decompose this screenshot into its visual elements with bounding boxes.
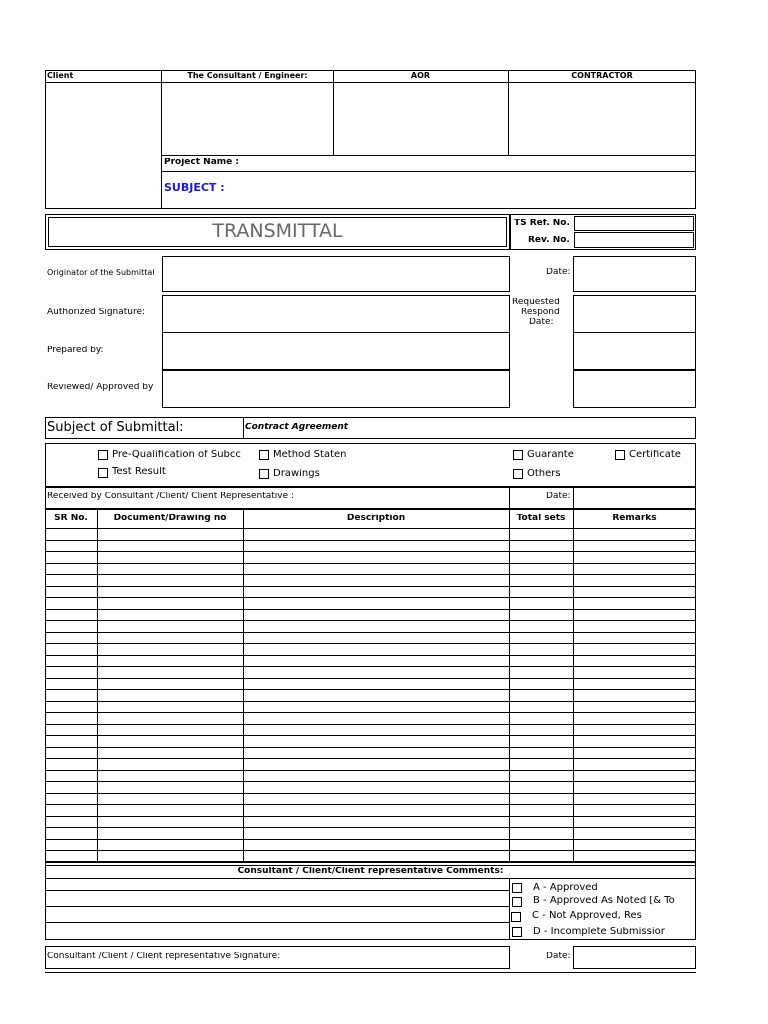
pre-qualification-checkbox[interactable] (98, 450, 108, 460)
table-row[interactable] (46, 805, 695, 816)
drawings-checkbox[interactable] (259, 469, 269, 479)
client-header: Client (47, 72, 74, 80)
not-approved-label: C - Not Approved, Res (532, 911, 642, 921)
method-statement-label: Method Staten (273, 450, 347, 460)
prepared-by-field[interactable] (162, 332, 510, 370)
status-approved[interactable] (512, 882, 692, 894)
guarantee-label: Guarante (527, 450, 574, 460)
option-guarantee[interactable] (512, 449, 574, 462)
table-row[interactable] (46, 782, 695, 793)
option-certificate[interactable] (614, 449, 694, 462)
table-row[interactable] (46, 679, 695, 690)
table-row[interactable] (46, 759, 695, 770)
aor-field[interactable] (334, 83, 508, 155)
table-row[interactable] (46, 817, 695, 828)
approved-checkbox[interactable] (512, 883, 522, 893)
submittal-label: Subject of Submittal: (47, 421, 184, 434)
table-row[interactable] (46, 644, 695, 655)
received-date-field[interactable] (574, 488, 695, 508)
others-label: Others (527, 469, 561, 479)
incomplete-label: D - Incomplete Submissior (533, 927, 665, 937)
received-label: Received by Consultant /Client/ Client Representative : (47, 492, 295, 501)
certificate-label: Certificate (629, 450, 681, 460)
table-row[interactable] (46, 564, 695, 575)
originator-label: Originator of the Submittal (47, 269, 155, 277)
consultant-field[interactable] (162, 83, 333, 155)
column-header-description: Description (346, 514, 406, 523)
table-row[interactable] (46, 552, 695, 563)
date-field[interactable] (573, 256, 696, 292)
method-statement-checkbox[interactable] (259, 450, 269, 460)
drawings-label: Drawings (273, 469, 320, 479)
requested-label-2: Respond (521, 308, 560, 317)
consultant-header: The Consultant / Engineer: (187, 72, 308, 80)
table-row[interactable] (46, 529, 695, 540)
approved-label: A - Approved (533, 883, 598, 893)
not-approved-checkbox[interactable] (511, 912, 521, 922)
guarantee-checkbox[interactable] (513, 450, 523, 460)
column-header-total-sets: Total sets (516, 514, 566, 523)
transmittal-title: TRANSMITTAL (212, 222, 343, 241)
authorized-signature-label: Authorized Signature: (47, 308, 146, 317)
table-row[interactable] (46, 575, 695, 586)
requested-label-3: Date: (529, 318, 554, 327)
table-row[interactable] (46, 840, 695, 851)
status-approved-as-noted[interactable] (512, 895, 692, 907)
footer-signature-label: Consultant /Client / Client representative Signature: (47, 952, 281, 961)
table-row[interactable] (46, 736, 695, 747)
option-drawings[interactable] (258, 467, 338, 480)
test-result-label: Test Result (112, 467, 166, 477)
table-row[interactable] (46, 621, 695, 632)
project-name-label: Project Name : (164, 158, 239, 167)
authorized-signature-field[interactable] (162, 295, 510, 333)
footer-date-field[interactable] (573, 946, 696, 969)
comments-title: Consultant / Client/Client representative Comments: (237, 867, 504, 876)
others-checkbox[interactable] (513, 469, 523, 479)
approved-as-noted-checkbox[interactable] (512, 897, 522, 907)
table-row[interactable] (46, 633, 695, 644)
table-row[interactable] (46, 828, 695, 839)
prepared-by-label: Prepared by: (47, 346, 104, 355)
table-row[interactable] (46, 598, 695, 609)
table-row[interactable] (46, 587, 695, 598)
option-test-result[interactable] (97, 467, 197, 480)
received-date-label: Date: (546, 492, 571, 501)
column-header-document-no: Document/Drawing no (113, 514, 227, 523)
column-header-remarks: Remarks (612, 514, 657, 523)
test-result-checkbox[interactable] (98, 468, 108, 478)
rev-no-field[interactable] (574, 232, 694, 248)
certificate-checkbox[interactable] (615, 450, 625, 460)
table-row[interactable] (46, 702, 695, 713)
table-row[interactable] (46, 748, 695, 759)
option-others[interactable] (512, 467, 572, 480)
aor-header: AOR (410, 72, 431, 80)
requested-respond-date-field[interactable] (573, 295, 696, 333)
table-row[interactable] (46, 794, 695, 805)
originator-field[interactable] (162, 256, 510, 292)
table-row[interactable] (46, 771, 695, 782)
contractor-field[interactable] (509, 83, 696, 155)
option-pre-qualification[interactable] (97, 449, 243, 462)
table-row[interactable] (46, 725, 695, 736)
submittal-value[interactable]: Contract Agreement (245, 423, 349, 432)
prepared-date-field[interactable] (573, 332, 696, 370)
table-row[interactable] (46, 610, 695, 621)
ts-ref-field[interactable] (574, 216, 694, 231)
table-row[interactable] (46, 667, 695, 678)
footer-date-label: Date: (546, 952, 571, 961)
option-method-statement[interactable] (258, 449, 358, 462)
table-row[interactable] (46, 713, 695, 724)
reviewed-field[interactable] (162, 370, 510, 408)
status-incomplete[interactable] (512, 926, 692, 938)
contractor-header: CONTRACTOR (571, 72, 633, 80)
reviewed-label: Reviewed/ Approved by (47, 383, 154, 392)
approved-as-noted-label: B - Approved As Noted [& To (533, 896, 675, 906)
date-label: Date: (546, 268, 571, 277)
subject-label: SUBJECT : (164, 182, 225, 193)
pre-qualification-label: Pre-Qualification of Subcc (112, 450, 241, 460)
table-row[interactable] (46, 690, 695, 701)
table-row[interactable] (46, 541, 695, 552)
table-row[interactable] (46, 656, 695, 667)
table-row[interactable] (46, 851, 695, 862)
requested-label-1: Requested (512, 298, 560, 307)
client-field[interactable] (46, 83, 161, 208)
rev-no-label: Rev. No. (528, 236, 570, 245)
comments-field[interactable] (46, 879, 509, 939)
reviewed-date-field[interactable] (573, 370, 696, 408)
incomplete-checkbox[interactable] (512, 927, 522, 937)
status-not-approved[interactable] (511, 911, 691, 923)
column-header-sr-no: SR No. (54, 514, 88, 523)
ts-ref-label: TS Ref. No. (514, 219, 570, 228)
